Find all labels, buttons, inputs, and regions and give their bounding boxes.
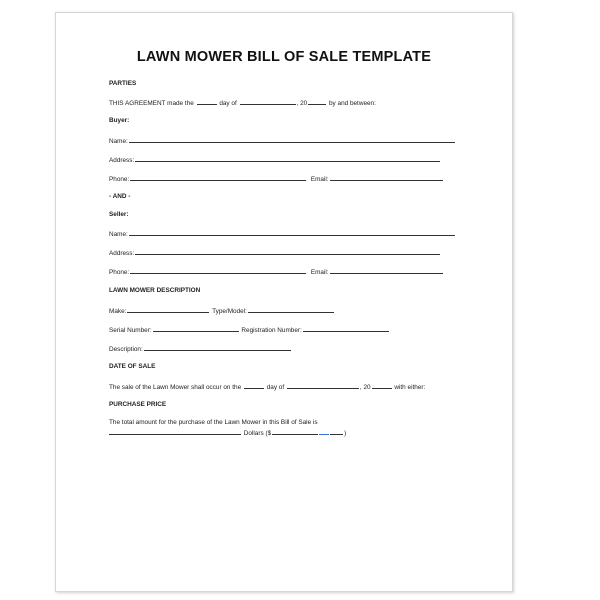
price-amount-field-end[interactable] [330,428,343,435]
date-text-c: , 20 [359,384,371,391]
seller-heading: Seller: [109,211,129,218]
buyer-phone-row [109,174,444,184]
document-page [55,12,513,592]
agreement-year-blank[interactable] [308,98,326,105]
seller-phone-label: Phone: [109,269,130,276]
sale-day-field[interactable] [244,382,264,389]
agreement-month-blank[interactable] [240,98,296,105]
serial-number-field[interactable] [153,325,239,332]
seller-name-row [109,229,456,239]
buyer-address-label: Address: [109,157,135,164]
make-field[interactable] [127,306,209,313]
seller-phone-row [109,267,444,277]
seller-address-label: Address: [109,250,135,257]
price-words-field[interactable] [109,428,241,435]
agreement-text-a: THIS AGREEMENT made the [109,100,194,107]
purchase-price-amount-row [109,428,346,438]
seller-name-label: Name: [109,231,128,238]
buyer-phone-label: Phone: [109,176,130,183]
description-heading: LAWN MOWER DESCRIPTION [109,287,201,294]
date-text-b: day of [266,384,285,391]
seller-address-row [109,248,441,258]
price-text-b: Dollars ($ [243,430,272,437]
description-row [109,344,292,354]
agreement-day-blank[interactable] [197,98,217,105]
make-label: Make: [109,308,127,315]
purchase-price-heading: PURCHASE PRICE [109,401,167,408]
buyer-name-label: Name: [109,138,128,145]
seller-phone-field[interactable] [130,267,306,274]
price-text-c: ) [344,430,347,437]
purchase-price-text-row [109,419,318,427]
date-of-sale-row [109,382,425,392]
description-label: Description: [109,346,143,353]
seller-address-field[interactable] [135,248,440,255]
seller-name-field[interactable] [129,229,455,236]
price-amount-cursor[interactable] [319,428,329,435]
buyer-address-row [109,155,441,165]
date-text-d: with either: [394,384,426,391]
price-text-a: The total amount for the purchase of the Lawn Mower in this Bill of Sale is [109,419,318,426]
registration-number-field[interactable] [303,325,389,332]
type-model-field[interactable] [248,306,334,313]
registration-number-label: Registration Number: [241,327,302,334]
price-amount-field[interactable] [272,428,318,435]
seller-email-label: Email: [310,269,329,276]
document-title: LAWN MOWER BILL OF SALE TEMPLATE [136,49,432,65]
agreement-text-d: by and between: [328,100,376,107]
buyer-email-label: Email: [310,176,329,183]
make-model-row [109,306,335,316]
description-field[interactable] [144,344,291,351]
buyer-email-field[interactable] [330,174,443,181]
date-text-a: The sale of the Lawn Mower shall occur on the [109,384,242,391]
agreement-line [109,98,376,108]
date-of-sale-heading: DATE OF SALE [109,363,156,370]
serial-registration-row [109,325,390,335]
buyer-name-field[interactable] [129,136,455,143]
buyer-phone-field[interactable] [130,174,306,181]
type-model-label: Type/Model: [212,308,247,315]
parties-heading: PARTIES [109,80,137,87]
buyer-heading: Buyer: [109,117,130,124]
sale-year-field[interactable] [372,382,392,389]
agreement-text-c: , 20 [296,100,308,107]
sale-month-field[interactable] [287,382,359,389]
buyer-name-row [109,136,456,146]
serial-number-label: Serial Number: [109,327,152,334]
agreement-text-b: day of [219,100,237,107]
and-separator: - AND - [109,193,131,200]
buyer-address-field[interactable] [135,155,440,162]
seller-email-field[interactable] [330,267,443,274]
